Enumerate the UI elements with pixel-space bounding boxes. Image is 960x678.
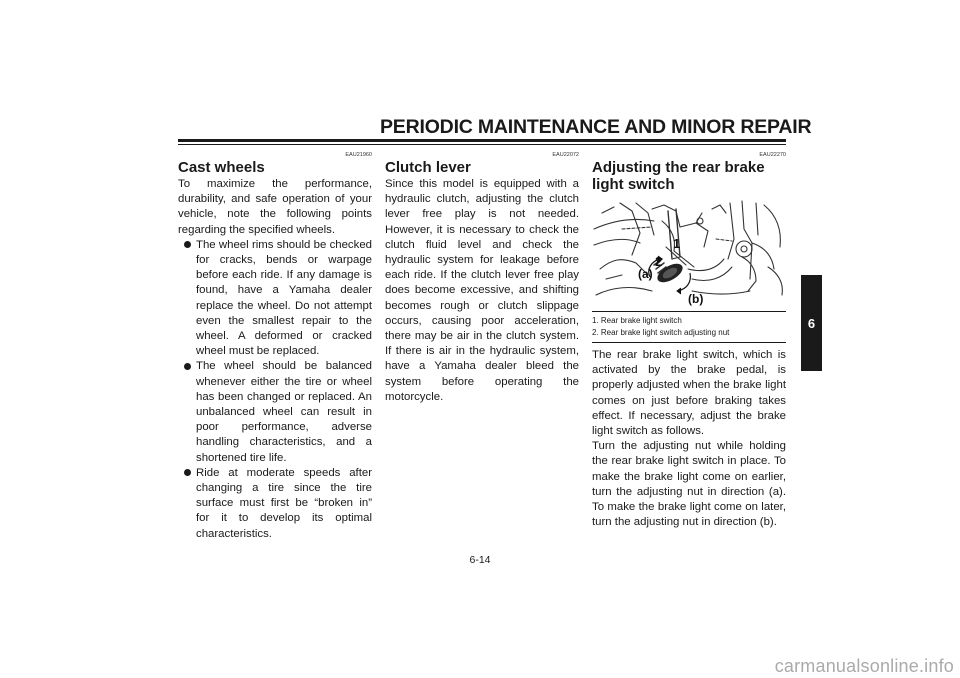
bullet-icon <box>184 363 191 370</box>
page-header-title: PERIODIC MAINTENANCE AND MINOR REPAIR <box>380 116 812 138</box>
clutch-lever-body: Since this model is equipped with a hydraulic clutch, adjusting the clutch lever free play is not needed. However, it is necessary to check the clutch fluid level and check the hydraulic system for leakage before each ride. If the clutch lever free play does become excessive, and shifting becomes rough or clutch slippage occurs, causing poor acceleration, there may be air in the clutch system. If there is air in the hydraulic system, have a Yamaha dealer bleed the system before operating the motorcycle. <box>385 178 579 403</box>
chapter-tab: 6 <box>801 275 822 371</box>
caption-2: 2. Rear brake light switch adjusting nut <box>592 328 730 337</box>
brake-light-switch-illustration <box>592 199 786 312</box>
page-number: 6-14 <box>469 554 491 566</box>
bullet-item <box>178 466 372 542</box>
bullet-item <box>178 238 372 360</box>
section-code: EAU22072 <box>552 152 579 158</box>
cast-wheels-intro: To maximize the performance, durability, and safe operation of your vehicle, note the following points regarding the specified wheels. <box>178 178 372 236</box>
bullet-text: Ride at moderate speeds after changing a tire since the tire surface must first be “broken in” for it to develop its optimal characteristics. <box>196 466 372 540</box>
section-heading-cast-wheels: Cast wheels <box>178 159 265 176</box>
column-clutch-lever <box>385 151 579 405</box>
section-code: EAU21960 <box>345 152 372 158</box>
figure-captions <box>592 315 786 343</box>
section-code: EAU22270 <box>759 152 786 158</box>
brake-switch-paragraph-2: Turn the adjusting nut while holding the rear brake light switch in place. To make the brake light come on earlier, turn the adjusting nut in direction (a). To make the brake light come on later, turn the adjusting nut in direction (b). <box>592 440 786 529</box>
bullet-icon <box>184 469 191 476</box>
figure-label-b: (b) <box>688 292 704 306</box>
figure-label-1: 1 <box>673 236 681 251</box>
bullet-item <box>178 359 372 465</box>
caption-1: 1. Rear brake light switch <box>592 316 682 325</box>
header-rule-thin <box>178 144 786 145</box>
brake-switch-paragraph-1: The rear brake light switch, which is activated by the brake pedal, is properly adjusted when the brake light comes on just before braking takes effect. If necessary, adjust the brake light switch as follows. <box>592 349 786 438</box>
bullet-icon <box>184 241 191 248</box>
figure-label-2: 2 <box>655 254 663 269</box>
figure-label-a: (a) <box>638 267 653 281</box>
section-heading-clutch-lever: Clutch lever <box>385 159 471 176</box>
cast-wheels-bullet-list <box>178 238 372 542</box>
bullet-text: The wheel rims should be checked for cracks, bends or warpage before each ride. If any damage is found, have a Yamaha dealer replace the wheel. Do not attempt even the smallest repair to the wheel. A deformed or cracked wheel must be replaced. <box>196 238 372 358</box>
column-rear-brake-light-switch <box>592 151 786 530</box>
section-heading-rear-brake-light-switch: Adjusting the rear brake light switch <box>592 159 765 193</box>
header-rule <box>178 139 786 142</box>
watermark: carmanualsonline.info <box>774 656 954 676</box>
bullet-text: The wheel should be balanced whenever either the tire or wheel has been changed or replaced. An unbalanced wheel can result in poor performance, adverse handling characteristics, and a shortened tire life. <box>196 360 372 464</box>
column-cast-wheels <box>178 151 372 542</box>
